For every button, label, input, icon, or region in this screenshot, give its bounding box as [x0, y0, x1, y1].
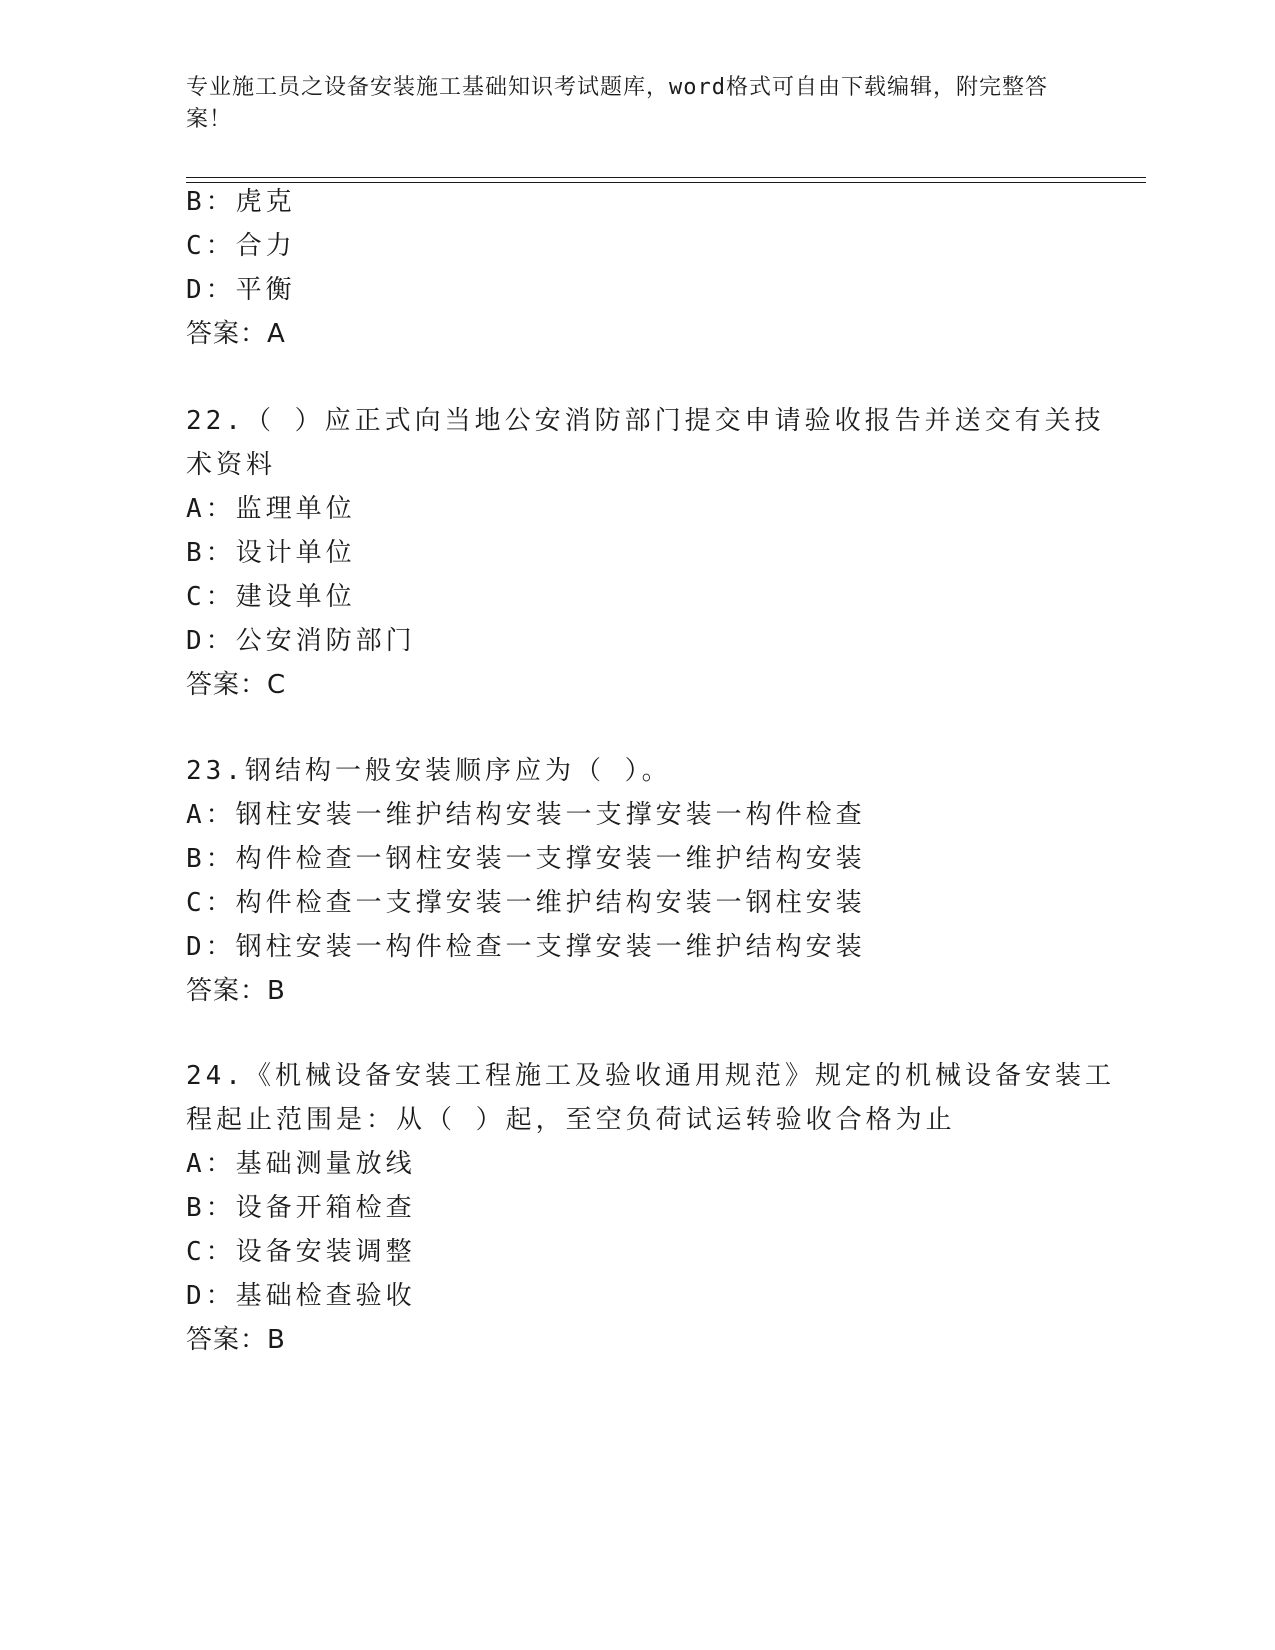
q23-answer: 答案：B	[186, 976, 286, 1006]
q24-option-b: B：设备开箱检查	[186, 1193, 416, 1223]
q22-stem-line2: 术资料	[186, 450, 277, 480]
q23-option-a: A：钢柱安装一维护结构安装一支撑安装一构件检查	[186, 800, 866, 830]
q24-stem-line1: 24.《机械设备安装工程施工及验收通用规范》规定的机械设备安装工	[186, 1061, 1115, 1091]
q23-stem: 23.钢结构一般安装顺序应为（ ）。	[186, 756, 672, 786]
header-divider-top	[186, 177, 1146, 178]
q24-stem-line2: 程起止范围是：从（ ）起，至空负荷试运转验收合格为止	[186, 1105, 956, 1135]
header-divider-bottom	[186, 182, 1146, 183]
q21-option-d: D：平衡	[186, 275, 296, 305]
q23-option-b: B：构件检查一钢柱安装一支撑安装一维护结构安装	[186, 844, 866, 874]
q22-option-c: C：建设单位	[186, 582, 356, 612]
q22-option-b: B：设计单位	[186, 538, 356, 568]
q22-option-a: A：监理单位	[186, 494, 356, 524]
q22-answer: 答案：C	[186, 670, 287, 700]
q23-option-c: C：构件检查一支撑安装一维护结构安装一钢柱安装	[186, 888, 866, 918]
q21-option-c: C：合力	[186, 231, 296, 261]
q24-option-c: C：设备安装调整	[186, 1237, 416, 1267]
q24-answer: 答案：B	[186, 1325, 286, 1355]
q23-option-d: D：钢柱安装一构件检查一支撑安装一维护结构安装	[186, 932, 866, 962]
q24-option-d: D：基础检查验收	[186, 1281, 416, 1311]
q21-answer: 答案：A	[186, 319, 286, 349]
q22-stem-line1: 22.（ ）应正式向当地公安消防部门提交申请验收报告并送交有关技	[186, 406, 1105, 436]
document-header: 专业施工员之设备安装施工基础知识考试题库，word格式可自由下载编辑，附完整答案！	[186, 75, 1048, 132]
q24-option-a: A：基础测量放线	[186, 1149, 416, 1179]
q22-option-d: D：公安消防部门	[186, 626, 416, 656]
q21-option-b: B：虎克	[186, 187, 296, 217]
